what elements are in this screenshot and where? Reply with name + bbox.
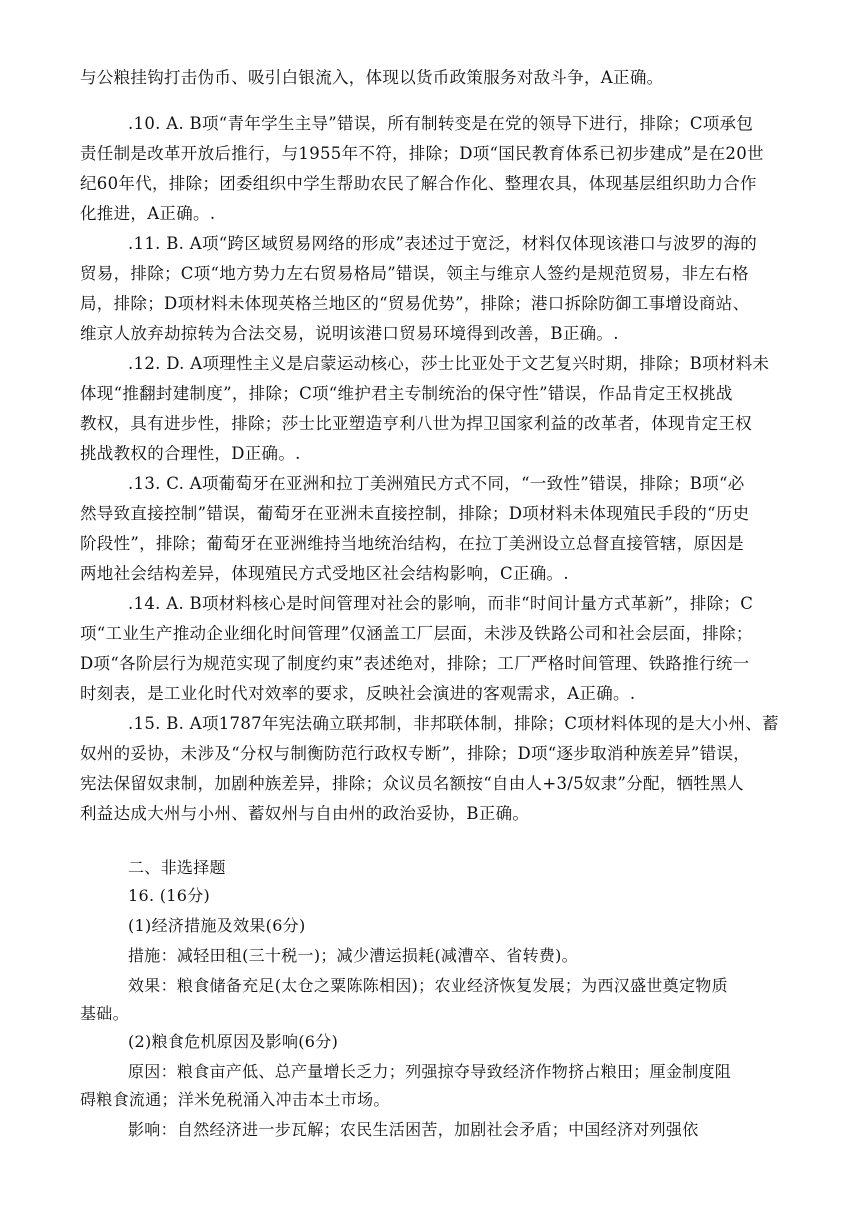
answer-13-line: 阶段性”，排除；葡萄牙在亚洲维持当地统治结构，在拉丁美洲设立总督直接管辖，原因是 (80, 534, 744, 553)
answer-13-line: 两地社会结构差异，体现殖民方式受地区社会结构影响，C正确。. (80, 564, 569, 583)
answer-13-line: .13. C. A项葡萄牙在亚洲和拉丁美洲殖民方式不同，“一致性”错误，排除；B项“必 (128, 474, 745, 493)
subquestion-1-heading: (1)经济措施及效果(6分) (128, 916, 306, 935)
effects-line: 基础。 (80, 1004, 129, 1023)
effects-line: 效果：粮食储备充足(太仓之粟陈陈相因)；农业经济恢复发展；为西汉盛世奠定物质 (128, 976, 728, 995)
answer-14-line: .14. A. B项材料核心是时间管理对社会的影响，而非“时间计量方式革新”，排除；C (128, 594, 754, 613)
answer-10-line: .10. A. B项“青年学生主导”错误，所有制转变是在党的领导下进行，排除；C项承包 (128, 114, 754, 133)
answer-13-line: 然导致直接控制”错误，葡萄牙在亚洲未直接控制，排除；D项材料未体现殖民手段的“历史 (80, 504, 750, 523)
answer-10-line: 化推进，A正确。. (80, 204, 216, 223)
answer-15-line: 宪法保留奴隶制，加剧种族差异，排除；众议员名额按“自由人+3/5奴隶”分配，牺牲黑人 (80, 774, 744, 793)
answer-10-line: 责任制是改革开放后推行，与1955年不符，排除；D项“国民教育体系已初步建成”是在20世 (80, 144, 764, 163)
answer-15-line: 利益达成大州与小州、蓄奴州与自由州的政治妥协，B正确。 (80, 804, 530, 823)
answer-11-line: .11. B. A项“跨区域贸易网络的形成”表述过于宽泛，材料仅体现该港口与波罗的海的 (128, 234, 758, 253)
impact-line: 影响：自然经济进一步瓦解；农民生活困苦，加剧社会矛盾；中国经济对列强依 (128, 1120, 699, 1139)
answer-14-line: D项“各阶层行为规范实现了制度约束”表述绝对，排除；工厂严格时间管理、铁路推行统一 (80, 654, 750, 673)
answer-11-line: 维京人放弃劫掠转为合法交易，说明该港口贸易环境得到改善，B正确。. (80, 324, 619, 343)
causes-line: 原因：粮食亩产低、总产量增长乏力；列强掠夺导致经济作物挤占粮田；厘金制度阻 (128, 1062, 732, 1081)
subquestion-2-heading: (2)粮食危机原因及影响(6分) (128, 1032, 339, 1051)
answer-15-line: 奴州的妥协，未涉及“分权与制衡防范行政权专断”，排除；D项“逐步取消种族差异”错误， (80, 744, 751, 763)
answer-11-line: 局，排除；D项材料未体现英格兰地区的“贸易优势”，排除；港口拆除防御工事增设商站、 (80, 294, 750, 313)
answer-15-line: .15. B. A项1787年宪法确立联邦制，非邦联体制，排除；C项材料体现的是大小州、蓄 (128, 714, 779, 733)
answer-12-line: 挑战教权的合理性，D正确。. (80, 444, 301, 463)
section-heading: 二、非选择题 (128, 858, 226, 877)
answer-10-line: 纪60年代，排除；团委组织中学生帮助农民了解合作化、整理农具，体现基层组织助力合作 (80, 174, 757, 193)
answer-12-line: .12. D. A项理性主义是启蒙运动核心，莎士比亚处于文艺复兴时期，排除；B项材料未 (128, 354, 770, 373)
answer-14-line: 时刻表，是工业化时代对效率的要求，反映社会演进的客观需求，A正确。. (80, 684, 636, 703)
answer-11-line: 贸易，排除；C项“地方势力左右贸易格局”错误，领主与维京人签约是规范贸易，非左右格 (80, 264, 749, 283)
answer-12-line: 教权，具有进步性，排除；莎士比亚塑造亨利八世为捍卫国家利益的改革者，体现肯定王权 (80, 414, 752, 433)
measures-line: 措施：减轻田租(三十税一)；减少漕运损耗(减漕卒、省转费)。 (128, 946, 578, 965)
question-16-heading: 16. (16分) (128, 886, 211, 905)
causes-line: 碍粮食流通；洋米免税涌入冲击本土市场。 (80, 1090, 390, 1109)
text-line: 与公粮挂钩打击伪币、吸引白银流入，体现以货币政策服务对敌斗争，A正确。 (80, 68, 664, 87)
answer-12-line: 体现“推翻封建制度”，排除；C项“维护君主专制统治的保守性”错误，作品肯定王权挑战 (80, 384, 733, 403)
answer-14-line: 项“工业生产推动企业细化时间管理”仅涵盖工厂层面，未涉及铁路公司和社会层面，排除； (80, 624, 753, 643)
